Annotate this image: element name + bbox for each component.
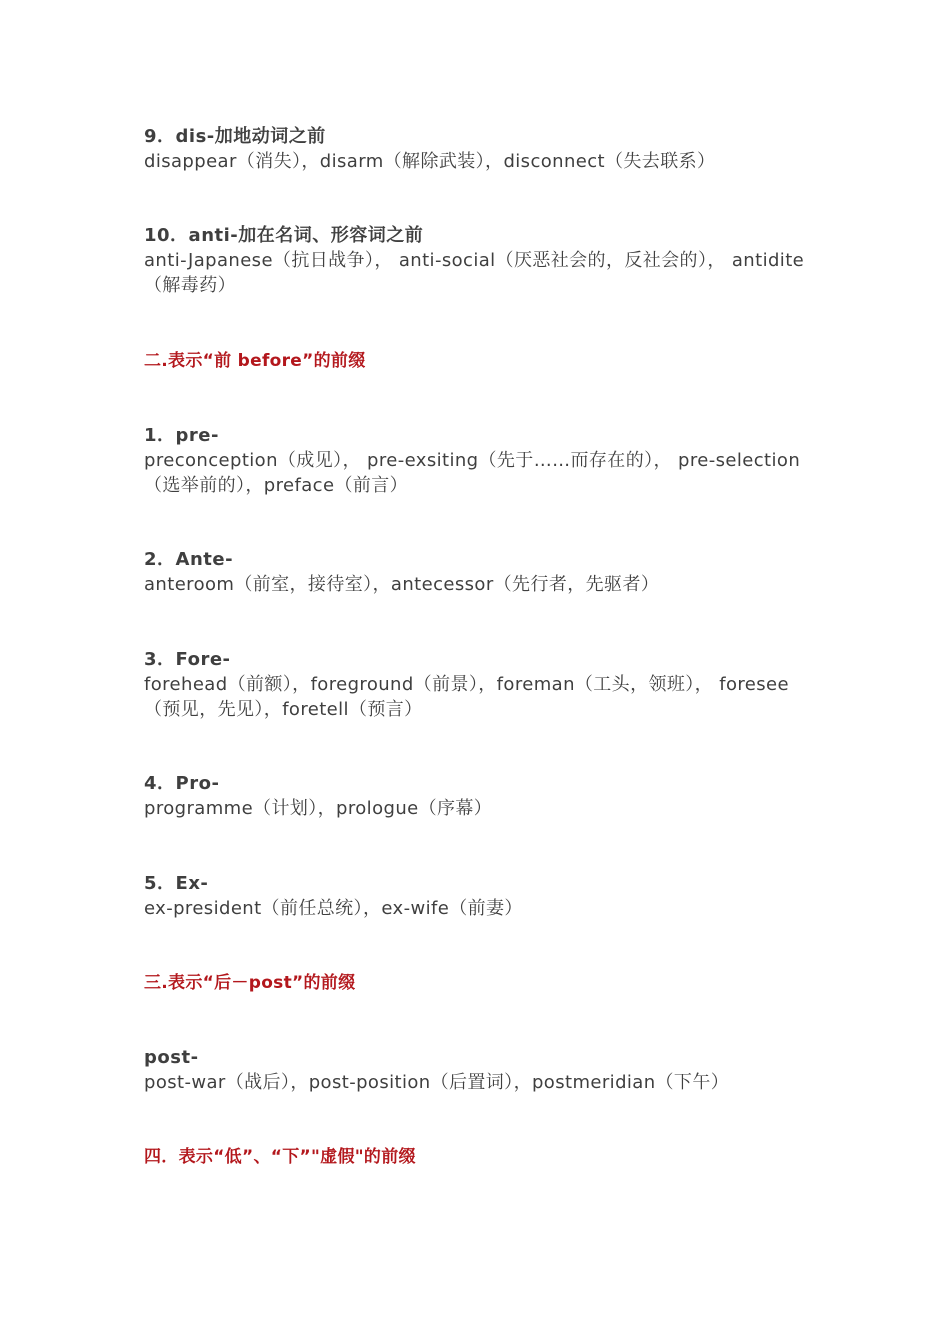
prefix-entry-post (144, 1046, 824, 1095)
prefix-entry-anti (144, 224, 824, 298)
prefix-examples: forehead（前额），foreground（前景），foreman（工头，领班）， foresee（预见，先见），foretell（预言） (144, 674, 789, 720)
prefix-examples: anteroom（前室，接待室），antecessor（先行者，先驱者） (144, 574, 660, 595)
prefix-examples: preconception（成见）， pre-exsiting（先于……而存在的）， pre-selection（选举前的），preface（前言） (144, 450, 801, 496)
prefix-examples: programme（计划），prologue（序幕） (144, 798, 493, 819)
prefix-examples: disappear（消失），disarm（解除武装），disconnect（失去联系） (144, 151, 716, 172)
prefix-heading: 4．Pro- (144, 773, 220, 794)
prefix-heading: 5．Ex- (144, 873, 209, 894)
prefix-heading: 3．Fore- (144, 649, 231, 670)
prefix-heading: 1．pre- (144, 425, 219, 446)
prefix-heading: 10．anti-加在名词、形容词之前 (144, 225, 424, 246)
section-title-before: 二.表示“前 before”的前缀 (144, 351, 366, 371)
prefix-heading: 9．dis-加地动词之前 (144, 126, 326, 147)
prefix-heading: 2．Ante- (144, 549, 234, 570)
prefix-entry-pro (144, 772, 824, 821)
prefix-examples: post-war（战后），post-position（后置词），postmeridian（下午） (144, 1072, 730, 1093)
prefix-heading: post- (144, 1047, 199, 1068)
prefix-entry-fore (144, 648, 824, 722)
prefix-entry-ex (144, 872, 824, 921)
prefix-entry-dis (144, 125, 824, 174)
section-title-post: 三.表示“后－post”的前缀 (144, 973, 356, 993)
section-title-low-false: 四．表示“低”、“下”"虚假"的前缀 (144, 1147, 416, 1167)
prefix-examples: anti-Japanese（抗日战争）， anti-social（厌恶社会的，反社会的）， antidite（解毒药） (144, 250, 805, 296)
prefix-entry-pre (144, 424, 824, 498)
prefix-examples: ex-president（前任总统），ex-wife（前妻） (144, 898, 523, 919)
prefix-entry-ante (144, 548, 824, 597)
